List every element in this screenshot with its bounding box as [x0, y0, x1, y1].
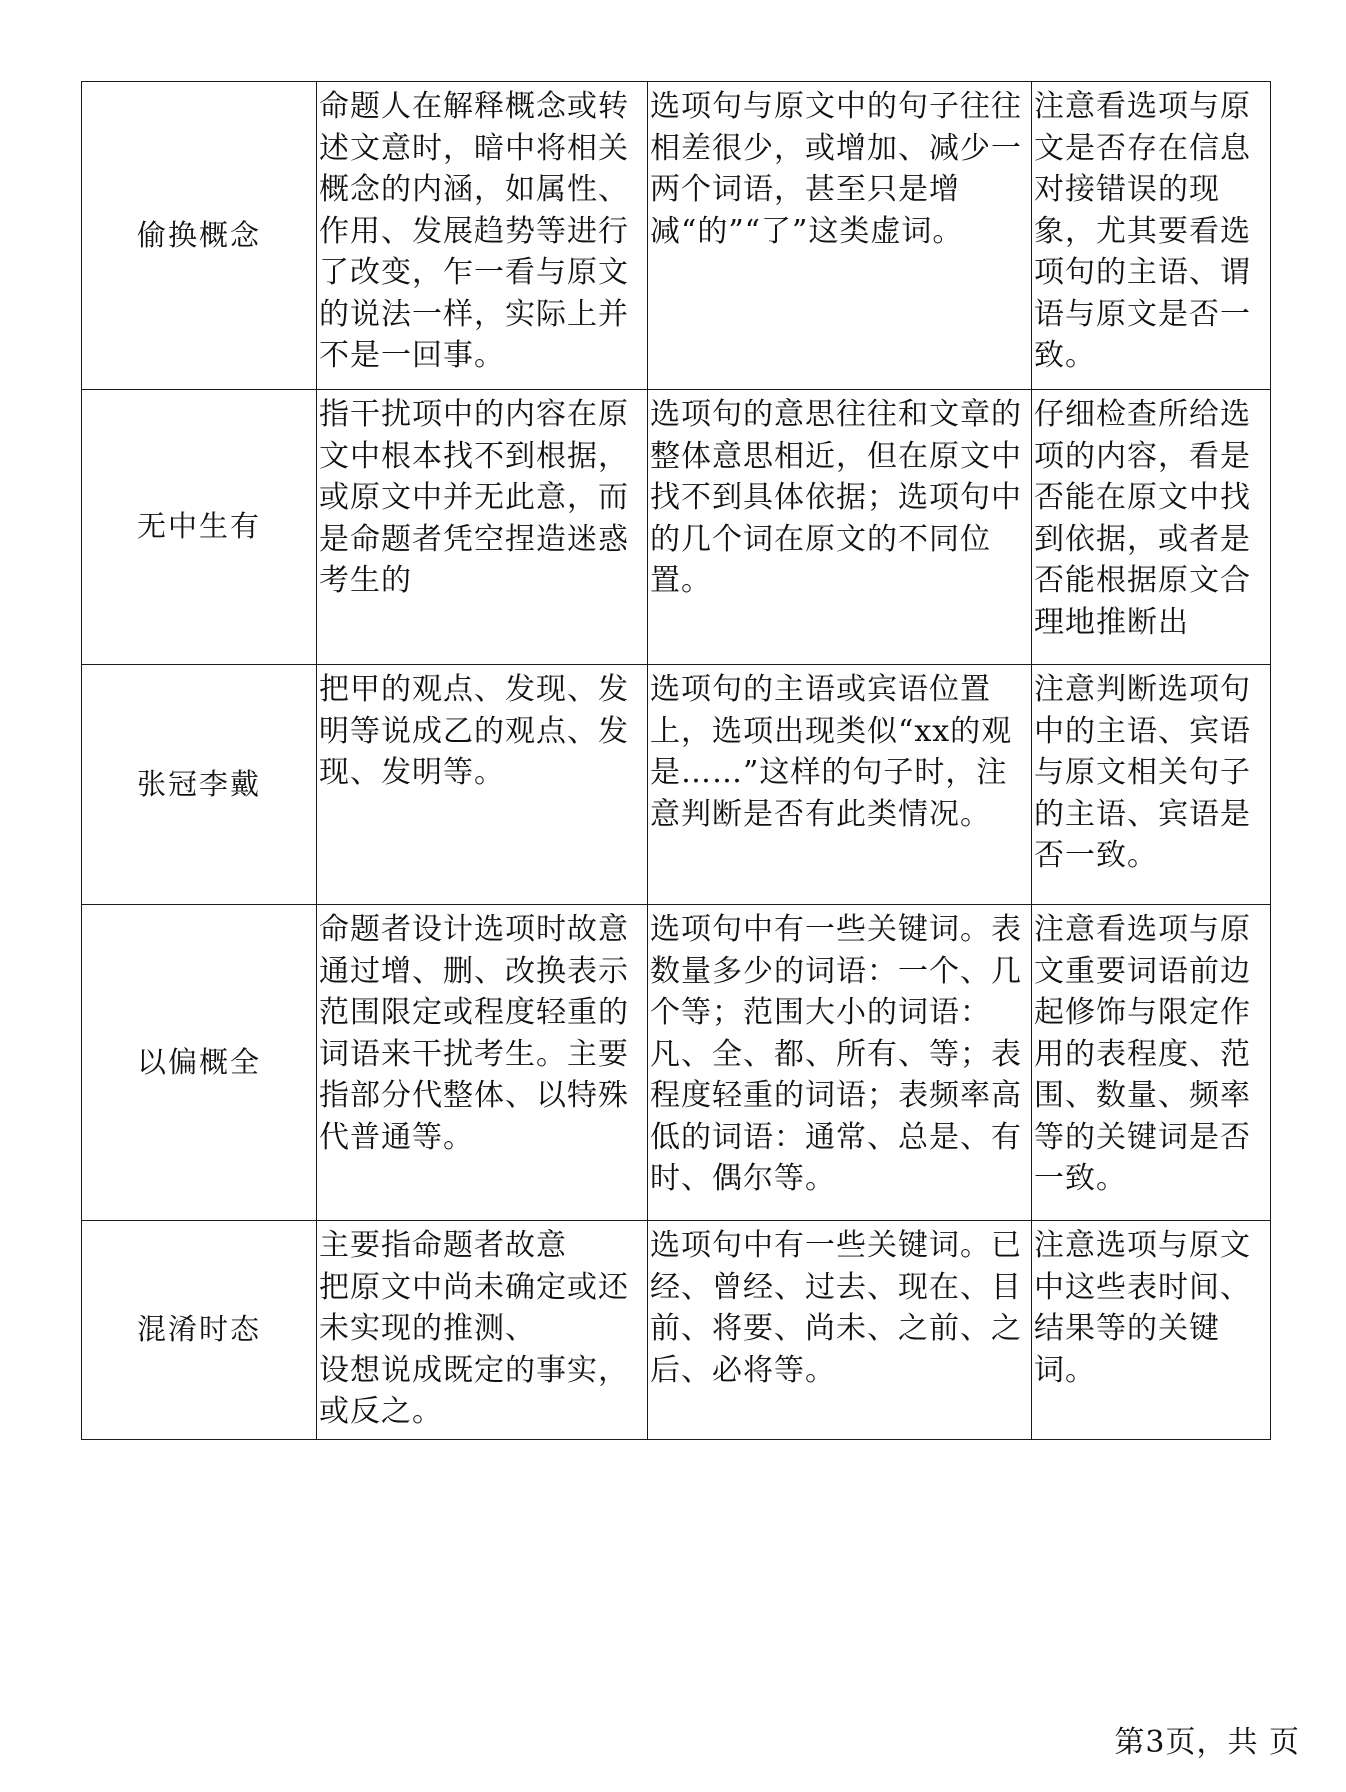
page-number: 第3页，共 页	[1114, 1725, 1300, 1760]
table-row	[82, 1221, 1271, 1440]
trap-definition: 指干扰项中的内容在原文中根本找不到根据，或原文中并无此意，而是命题者凭空捏造迷惑考生的	[317, 390, 648, 665]
table-row	[82, 905, 1271, 1221]
trap-term: 无中生有	[82, 390, 317, 665]
table-row	[82, 390, 1271, 665]
trap-term: 以偏概全	[82, 905, 317, 1221]
trap-tips: 注意看选项与原文重要词语前边起修饰与限定作用的表程度、范围、数量、频率等的关键词是否一致。	[1032, 905, 1271, 1221]
trap-definition: 命题者设计选项时故意通过增、删、改换表示范围限定或程度轻重的词语来干扰考生。主要指部分代整体、以特殊代普通等。	[317, 905, 648, 1221]
trap-features: 选项句的意思往往和文章的整体意思相近，但在原文中找不到具体依据；选项句中的几个词在原文的不同位置。	[648, 390, 1032, 665]
trap-term: 偷换概念	[82, 82, 317, 390]
table-row	[82, 665, 1271, 905]
trap-features: 选项句与原文中的句子往往相差很少，或增加、减少一两个词语，甚至只是增减“的”“了”这类虚词。	[648, 82, 1032, 390]
trap-term: 张冠李戴	[82, 665, 317, 905]
trap-features: 选项句的主语或宾语位置上，选项出现类似“xx的观是……”这样的句子时，注意判断是否有此类情况。	[648, 665, 1032, 905]
trap-features: 选项句中有一些关键词。表数量多少的词语：一个、几个等；范围大小的词语：凡、全、都、所有、等；表程度轻重的词语；表频率高低的词语：通常、总是、有时、偶尔等。	[648, 905, 1032, 1221]
trap-tips: 注意选项与原文中这些表时间、结果等的关键词。	[1032, 1221, 1271, 1440]
trap-definition: 把甲的观点、发现、发明等说成乙的观点、发现、发明等。	[317, 665, 648, 905]
table-row	[82, 82, 1271, 390]
trap-definition: 命题人在解释概念或转述文意时，暗中将相关概念的内涵，如属性、作用、发展趋势等进行了改变，乍一看与原文的说法一样，实际上并不是一回事。	[317, 82, 648, 390]
trap-tips: 注意判断选项句中的主语、宾语与原文相关句子的主语、宾语是否一致。	[1032, 665, 1271, 905]
trap-tips: 注意看选项与原文是否存在信息对接错误的现象，尤其要看选项句的主语、谓语与原文是否一致。	[1032, 82, 1271, 390]
trap-features: 选项句中有一些关键词。已经、曾经、过去、现在、目前、将要、尚未、之前、之后、必将等。	[648, 1221, 1032, 1440]
trap-tips: 仔细检查所给选项的内容，看是否能在原文中找到依据，或者是否能根据原文合理地推断出	[1032, 390, 1271, 665]
trap-types-table	[81, 81, 1271, 1440]
trap-definition: 主要指命题者故意 把原文中尚未确定或还未实现的推测、 设想说成既定的事实，或反之。	[317, 1221, 648, 1440]
trap-term: 混淆时态	[82, 1221, 317, 1440]
